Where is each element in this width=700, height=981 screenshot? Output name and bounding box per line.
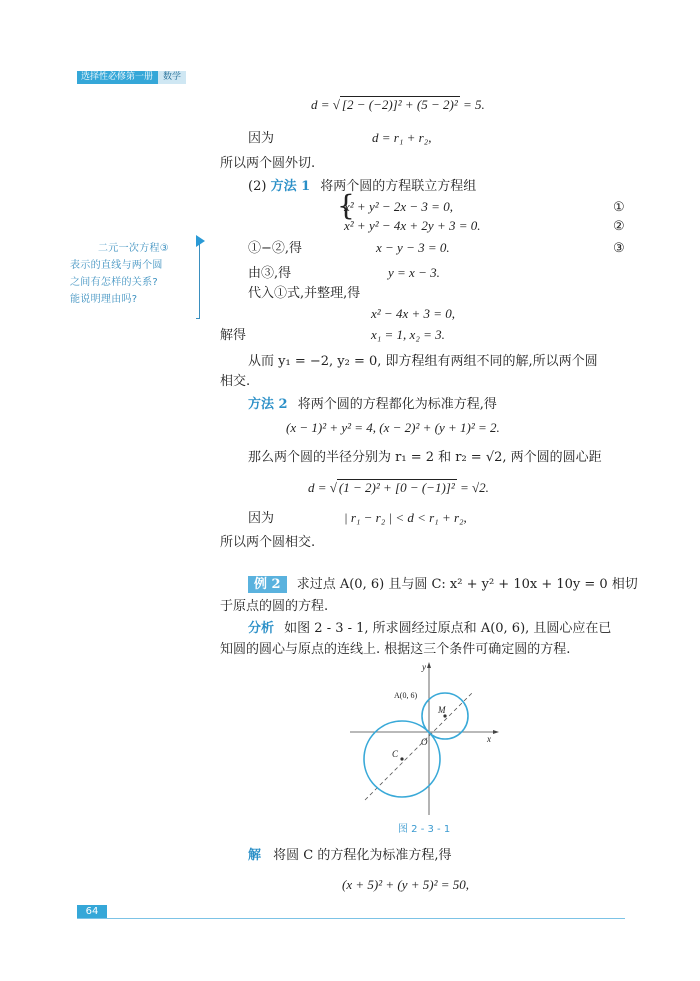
- label-o: O: [421, 737, 428, 747]
- d-label: d =: [311, 97, 330, 112]
- center-line: [365, 692, 473, 800]
- book-title: 选择性必修第一册: [77, 71, 158, 84]
- side-note: [70, 240, 196, 308]
- center-c-dot: [400, 757, 403, 760]
- analysis-label: 分析: [248, 621, 275, 636]
- conclusion-2: 所以两个圆相交.: [220, 535, 316, 550]
- method-2-line: [248, 396, 497, 413]
- conclusion-1: 所以两个圆外切.: [220, 156, 316, 171]
- method-1-text: 将两个圆的方程联立方程组: [320, 179, 477, 194]
- label-c: C: [392, 749, 399, 759]
- solve-eq: x₁ = 1, x₂ = 3.: [371, 327, 445, 342]
- label-y: y: [422, 662, 426, 672]
- circle-figure: [345, 660, 505, 820]
- sqrt-content-1: [2 − (−2)]² + (5 − 2)²: [341, 97, 458, 112]
- example-text: 求过点 A(0, 6) 且与圆 C: x² + y² + 10x + 10y = 0 相切: [296, 577, 638, 592]
- method-2-label: 方法 2: [248, 397, 288, 412]
- result-2: = √2.: [456, 480, 489, 495]
- because-label-2: 因为: [248, 511, 275, 526]
- system-eq-2: x² + y² − 4x + 2y + 3 = 0.: [344, 218, 481, 233]
- from-3-label: 由③,得: [248, 266, 292, 281]
- because-eq-2: | r₁ − r₂ | < d < r₁ + r₂,: [344, 510, 467, 525]
- analysis-text-2: 知圆的圆心与原点的连线上. 根据这三个条件可确定圆的方程.: [220, 642, 571, 657]
- sqrt-content-2: (1 − 2)² + [0 − (−1)]²: [338, 480, 455, 495]
- subject-label: 数学: [158, 71, 186, 84]
- solution-label: 解: [248, 848, 262, 863]
- distance-formula-1: d = √ [2 − (−2)]² + (5 − 2)² = 5.: [311, 97, 485, 112]
- x-axis-arrow: [493, 730, 499, 734]
- because-label-1: 因为: [248, 131, 275, 146]
- solution-text: 将圆 C 的方程化为标准方程,得: [273, 848, 452, 863]
- quadratic-eq: x² − 4x + 3 = 0,: [371, 306, 456, 321]
- side-note-bracket: [196, 244, 200, 319]
- label-x: x: [487, 734, 491, 744]
- substitute-text: 代入①式,并整理,得: [248, 286, 361, 301]
- footer-rule: [77, 918, 625, 919]
- system-eq-1: x² + y² − 2x − 3 = 0,: [344, 199, 453, 214]
- solve-label: 解得: [220, 328, 247, 343]
- solution-line: [248, 847, 452, 864]
- example-2-line: [248, 576, 638, 593]
- subtract-label: ①−②,得: [248, 241, 303, 256]
- example-badge: 例 2: [248, 576, 287, 593]
- circle-number-1: ①: [613, 200, 625, 215]
- figure-caption: 图 2 - 3 - 1: [398, 824, 451, 835]
- standard-forms: (x − 1)² + y² = 4, (x − 2)² + (y + 1)² = 2.: [286, 420, 500, 435]
- d-label-2: d =: [308, 480, 327, 495]
- header-badge: [77, 64, 186, 82]
- solution-eq: (x + 5)² + (y + 5)² = 50,: [342, 877, 469, 892]
- page-number: 64: [77, 905, 107, 919]
- side-note-line-4: 能说明理由吗?: [70, 294, 138, 305]
- side-note-line-3: 之间有怎样的关系?: [70, 277, 159, 288]
- because-eq-1: d = r₁ + r₂,: [372, 130, 432, 145]
- distance-formula-2: d = √ (1 − 2)² + [0 − (−1)]² = √2.: [308, 480, 489, 495]
- radii-text: 那么两个圆的半径分别为 r₁ = 2 和 r₂ = √2, 两个圆的圆心距: [248, 450, 602, 465]
- label-m: M: [438, 705, 446, 715]
- thus-line-2: 相交.: [220, 374, 251, 389]
- method-1-label: 方法 1: [270, 179, 311, 194]
- subtract-eq: x − y − 3 = 0.: [376, 240, 450, 255]
- example-text-2: 于原点的圆的方程.: [220, 599, 329, 614]
- circle-number-2: ②: [613, 219, 625, 234]
- analysis-line: [248, 620, 611, 637]
- system-brace: {: [337, 189, 355, 222]
- method-1-line: [248, 178, 476, 195]
- side-note-line-1: 二元一次方程③: [98, 243, 170, 254]
- circle-number-3: ③: [613, 241, 625, 256]
- y-axis-arrow: [427, 662, 431, 668]
- thus-line-1: 从而 y₁ = −2, y₂ = 0, 即方程组有两组不同的解,所以两个圆: [248, 354, 598, 369]
- side-note-line-2: 表示的直线与两个圆: [70, 260, 163, 271]
- part-number: (2): [248, 179, 267, 194]
- from-3-eq: y = x − 3.: [388, 265, 440, 280]
- method-2-text: 将两个圆的方程都化为标准方程,得: [297, 397, 497, 412]
- label-a: A(0, 6): [394, 691, 418, 700]
- result-1: = 5.: [459, 97, 485, 112]
- analysis-text: 如图 2 - 3 - 1, 所求圆经过原点和 A(0, 6), 且圆心应在已: [284, 621, 612, 636]
